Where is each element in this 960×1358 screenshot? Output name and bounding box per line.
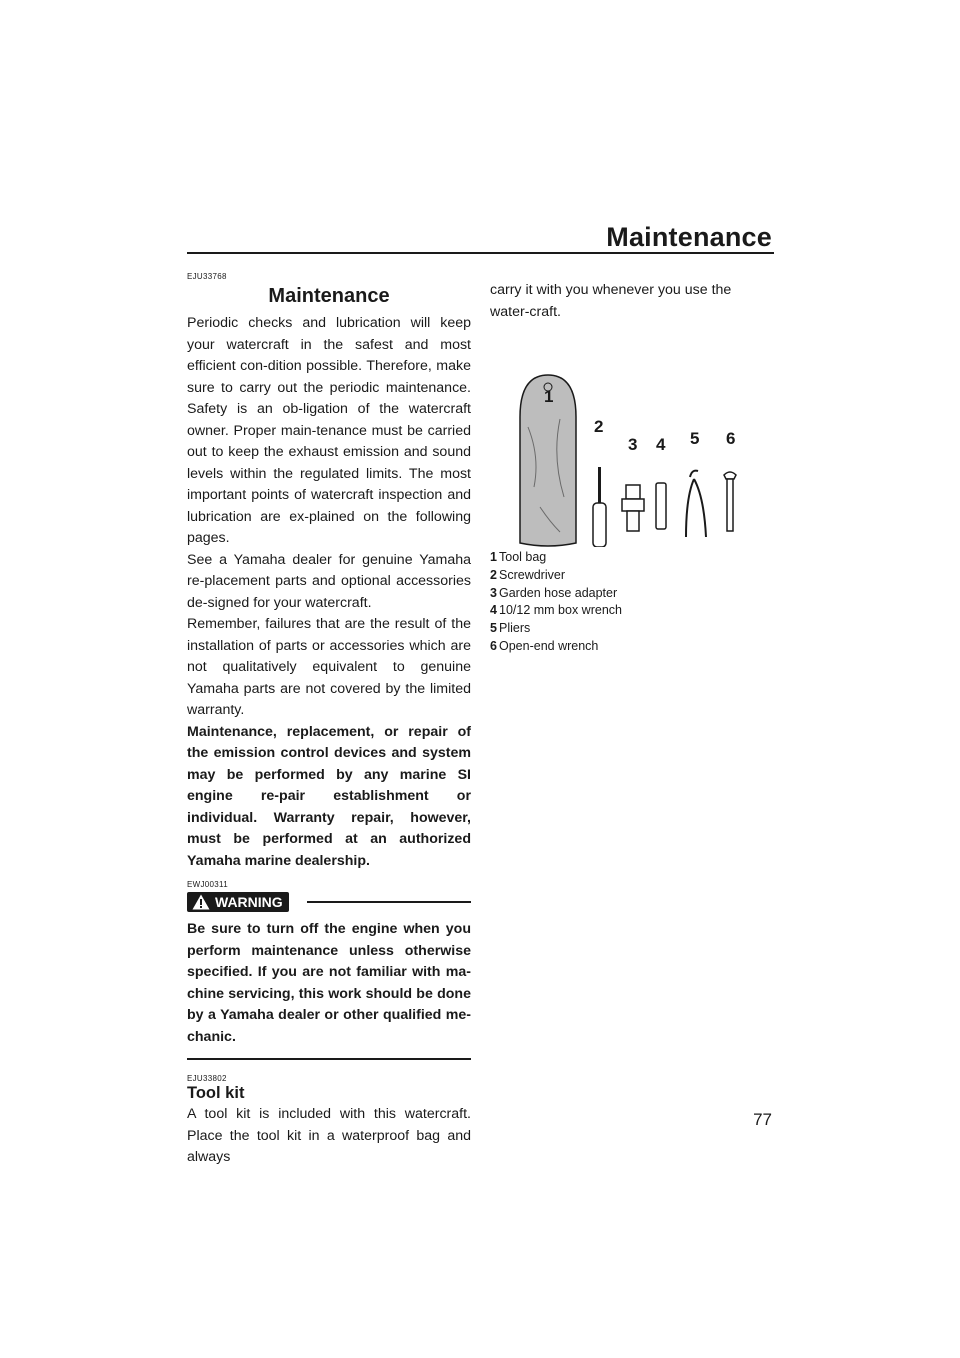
legend-item: 1 Tool bag [490, 550, 547, 564]
paragraph-emission-control: Maintenance, replacement, or repair of the emission control devices and system may be performed by any marine SI engine re-pair establishment or individual. Warranty repair, however, must be performed at an authorized Yamaha marine dealership. [187, 723, 471, 869]
box-wrench-illustration [656, 483, 666, 529]
section-code: EJU33768 [187, 272, 227, 281]
warning-badge [187, 892, 289, 912]
callout-3: 3 [628, 435, 638, 454]
paragraph-periodic-checks: Periodic checks and lubrication will keep your watercraft in the safest and most efficient con-dition possible. Therefore, make sure to carry out the periodic maintenance. Safety is an ob-ligation of the watercraft owner. Proper main-tenance must be carried out to keep the exhaust emission and sound levels within the regulated limits. The most important points of watercraft inspection and lubrication are ex-plained on the following pages. [187, 315, 471, 546]
open-end-wrench-illustration [724, 472, 736, 531]
legend-item: 3 Garden hose adapter [490, 585, 618, 600]
left-column [187, 272, 471, 1169]
warning-label: WARNING [215, 894, 283, 910]
callout-5: 5 [690, 429, 700, 448]
paragraph-warranty: Remember, failures that are the result of the installation of parts or accessories which are not qualitatively equivalent to genuine Yamaha parts are not covered by the limited warranty. [187, 616, 471, 718]
warning-header [187, 891, 471, 913]
section-heading: Maintenance [268, 285, 390, 307]
tool-kit-text: A tool kit is included with this watercraft. Place the tool kit in a waterproof bag and always [187, 1106, 471, 1165]
legend-item: 5 Pliers [490, 621, 531, 636]
callout-2: 2 [594, 417, 604, 436]
header-rule [187, 252, 774, 254]
warning-rule [307, 901, 471, 903]
figure-legend [490, 549, 774, 656]
pliers-illustration [686, 471, 706, 537]
callout-6: 6 [726, 429, 736, 448]
tool-kit-heading: Tool kit [187, 1084, 245, 1102]
warning-code: EWJ00311 [187, 880, 228, 889]
screwdriver-illustration [593, 467, 606, 547]
page-header-title: Maintenance [606, 222, 772, 252]
hose-adapter-illustration [622, 485, 644, 531]
callout-4: 4 [656, 435, 666, 454]
callout-1: 1 [544, 387, 554, 406]
legend-item: 6 Open-end wrench [490, 638, 599, 653]
warning-box [187, 919, 471, 1060]
tool-kit-figure [490, 347, 774, 547]
paragraph-genuine-parts: See a Yamaha dealer for genuine Yamaha re-placement parts and optional accessories de-signed for your watercraft. [187, 551, 471, 611]
tool-kit-text-continued: carry it with you whenever you use the water-craft. [490, 282, 732, 320]
page-number: 77 [753, 1110, 772, 1129]
right-column [490, 280, 774, 656]
legend-item: 4 10/12 mm box wrench [490, 603, 622, 618]
warning-text: Be sure to turn off the engine when you perform maintenance unless otherwise specified. If you are not familiar with ma-chine servicing, this work should be done by a Yamaha dealer or other qualified me-chanic. [187, 921, 471, 1045]
tool-kit-code: EJU33802 [187, 1074, 227, 1083]
warning-triangle-icon [192, 894, 210, 910]
legend-item: 2 Screwdriver [490, 567, 565, 582]
